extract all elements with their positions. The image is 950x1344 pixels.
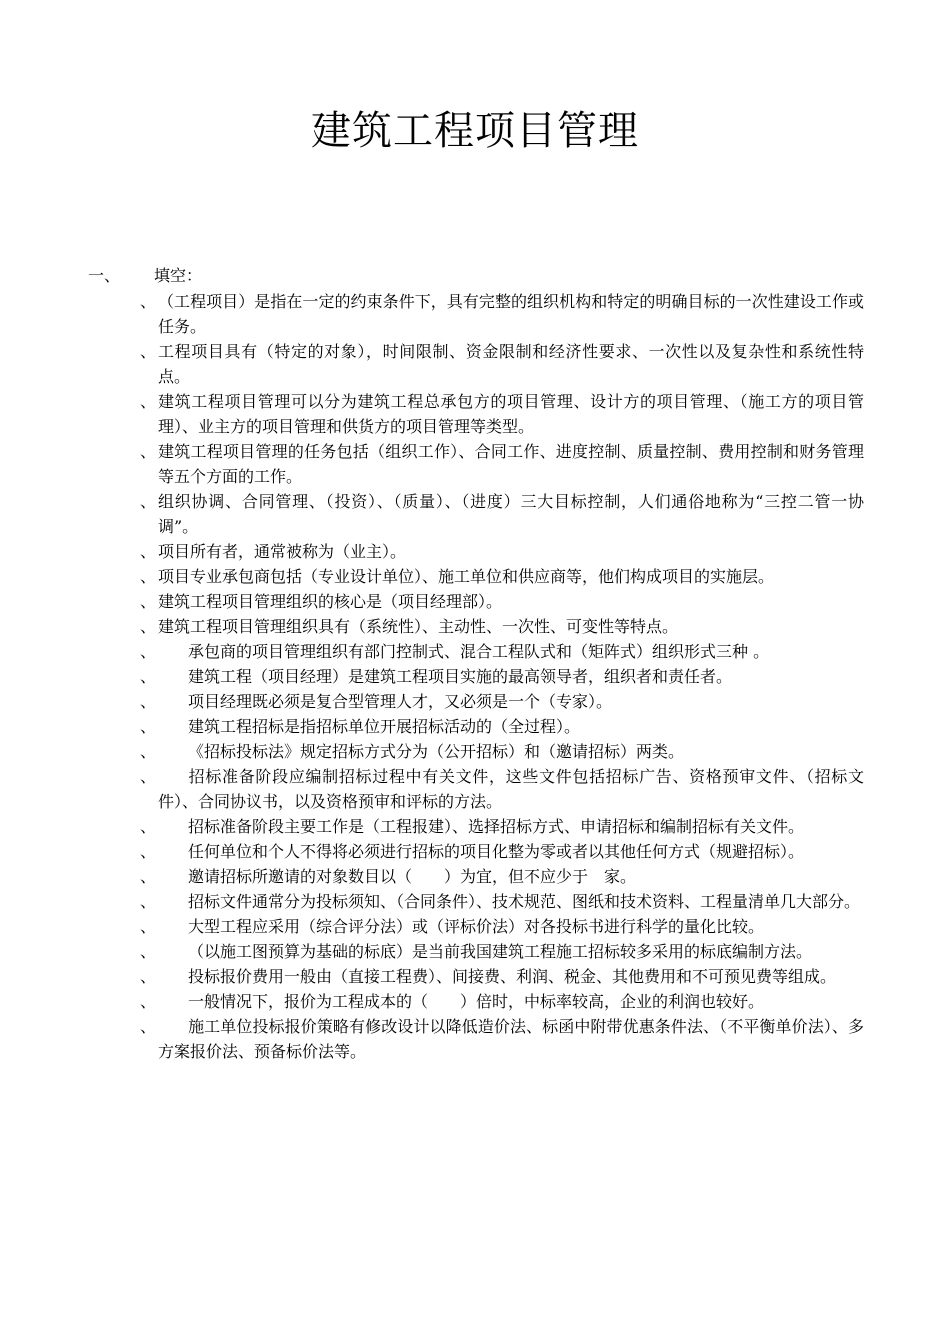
- list-item-text-wrapper: [140, 639, 864, 664]
- list-item: [140, 539, 864, 564]
- list-item-marker: 、: [140, 992, 157, 1011]
- list-item-marker: 、: [140, 842, 157, 861]
- list-item: [140, 589, 864, 614]
- list-item-text: 建筑工程（项目经理）是建筑工程项目实施的最高领导者，组织者和责任者。: [188, 667, 733, 686]
- list-item-text-wrapper: [140, 814, 864, 839]
- list-item-marker: 、: [140, 867, 157, 886]
- list-item-text: 项目经理既必须是复合型管理人才，又必须是一个（专家）。: [188, 692, 613, 711]
- list-item: [140, 889, 864, 914]
- list-item-marker: 、: [140, 717, 157, 736]
- list-item-text-wrapper: [140, 589, 864, 614]
- list-item: [140, 764, 864, 814]
- list-item: [140, 964, 864, 989]
- list-item-text: 施工单位投标报价策略有修改设计以降低造价法、标函中附带优惠条件法、（不平衡单价法）、多方案报价法、预备标价法等。: [158, 1017, 864, 1061]
- list-item-marker: 、: [140, 692, 157, 711]
- list-item-marker: 、: [140, 567, 157, 586]
- list-item-marker: 、: [140, 967, 157, 986]
- list-item-text-wrapper: [140, 714, 864, 739]
- list-item: [140, 489, 864, 539]
- section-number: 一、: [88, 266, 121, 285]
- list-item-text: 项目所有者，通常被称为（业主）。: [158, 542, 407, 561]
- list-item-marker: 、: [140, 817, 157, 836]
- list-item-text: 建筑工程招标是指招标单位开展招标活动的（全过程）。: [188, 717, 581, 736]
- list-item-text: 项目专业承包商包括（专业设计单位）、施工单位和供应商等，他们构成项目的实施层。: [158, 567, 775, 586]
- list-item-text-wrapper: [140, 964, 864, 989]
- list-item-marker: 、: [140, 767, 157, 786]
- list-item: [140, 439, 864, 489]
- list-item-text: 《招标投标法》规定招标方式分为（公开招标）和（邀请招标）两类。: [188, 742, 685, 761]
- list-item: [140, 914, 864, 939]
- list-item-text: 招标准备阶段应编制招标过程中有关文件，这些文件包括招标广告、资格预审文件、（招标文件）、合同协议书，以及资格预审和评标的方法。: [158, 767, 864, 811]
- list-item-marker: 、: [140, 342, 157, 361]
- list-item: [140, 814, 864, 839]
- list-item-marker: 、: [140, 892, 157, 911]
- list-item-text: （工程项目）是指在一定的约束条件下，具有完整的组织机构和特定的明确目标的一次性建设工作或任务。: [158, 292, 864, 336]
- section-heading-text: 填空：: [154, 266, 203, 285]
- list-item-text: 任何单位和个人不得将必须进行招标的项目化整为零或者以其他任何方式（规避招标）。: [188, 842, 805, 861]
- list-item: [140, 289, 864, 339]
- list-item-text-wrapper: [140, 389, 864, 439]
- list-item-text-wrapper: [140, 614, 864, 639]
- list-item: [140, 639, 864, 664]
- list-item-text-wrapper: [140, 889, 864, 914]
- list-item-marker: 、: [140, 667, 157, 686]
- list-item: [140, 714, 864, 739]
- list-item-text: 建筑工程项目管理可以分为建筑工程总承包方的项目管理、设计方的项目管理、（施工方的项目管理）、业主方的项目管理和供货方的项目管理等类型。: [158, 392, 864, 436]
- list-item-text: 大型工程应采用（综合评分法）或（评标价法）对各投标书进行科学的量化比较。: [188, 917, 765, 936]
- list-item: [140, 614, 864, 639]
- list-item-text-wrapper: [140, 564, 864, 589]
- section-heading: [88, 264, 202, 288]
- list-item-marker: 、: [140, 942, 157, 961]
- list-item-text-wrapper: [140, 689, 864, 714]
- list-item-text-wrapper: [140, 289, 864, 339]
- list-item-text: 承包商的项目管理组织有部门控制式、混合工程队式和（矩阵式）组织形式三种 。: [188, 642, 770, 661]
- list-item-text-wrapper: [140, 989, 864, 1014]
- list-item-text-wrapper: [140, 739, 864, 764]
- list-item-text: 建筑工程项目管理组织具有（系统性）、主动性、一次性、可变性等特点。: [158, 617, 679, 636]
- list-item-text: （以施工图预算为基础的标底）是当前我国建筑工程施工招标较多采用的标底编制方法。: [188, 942, 813, 961]
- list-item-marker: 、: [140, 617, 157, 636]
- list-item-text-wrapper: [140, 914, 864, 939]
- list-item: [140, 689, 864, 714]
- list-item-text-wrapper: [140, 839, 864, 864]
- list-item-text-wrapper: [140, 764, 864, 814]
- list-item-marker: 、: [140, 542, 157, 561]
- list-item-text-wrapper: [140, 1014, 864, 1064]
- list-item-text: 组织协调、合同管理、（投资）、（质量）、（进度）三大目标控制，人们通俗地称为“三控二管一协调”。: [158, 492, 864, 536]
- list-item-marker: 、: [140, 492, 157, 511]
- list-item-text: 建筑工程项目管理组织的核心是（项目经理部）。: [158, 592, 503, 611]
- list-item: [140, 339, 864, 389]
- list-item-marker: 、: [140, 917, 157, 936]
- list-item-text: 招标准备阶段主要工作是（工程报建）、选择招标方式、申请招标和编制招标有关文件。: [188, 817, 805, 836]
- list-item-marker: 、: [140, 742, 157, 761]
- list-item-text: 招标文件通常分为投标须知、（合同条件）、技术规范、图纸和技术资料、工程量清单几大部分。: [188, 892, 861, 911]
- list-item-text: 邀请招标所邀请的对象数目以（ ）为宜，但不应少于 家。: [188, 867, 637, 886]
- list-item-marker: 、: [140, 642, 157, 661]
- list-item-text-wrapper: [140, 664, 864, 689]
- list-item-text: 工程项目具有（特定的对象），时间限制、资金限制和经济性要求、一次性以及复杂性和系统性特点。: [158, 342, 864, 386]
- list-item: [140, 739, 864, 764]
- list-item-text: 建筑工程项目管理的任务包括（组织工作）、合同工作、进度控制、质量控制、费用控制和财务管理等五个方面的工作。: [158, 442, 864, 486]
- document-title: 建筑工程项目管理: [311, 108, 639, 154]
- list-item-marker: 、: [140, 392, 157, 411]
- list-item: [140, 839, 864, 864]
- list-item-marker: 、: [140, 1017, 157, 1036]
- list-item-text-wrapper: [140, 539, 864, 564]
- list-item-text-wrapper: [140, 339, 864, 389]
- list-item: [140, 664, 864, 689]
- list-item: [140, 1014, 864, 1064]
- list-item-text: 一般情况下，报价为工程成本的（ ）倍时，中标率较高，企业的利润也较好。: [188, 992, 765, 1011]
- list-item-text-wrapper: [140, 439, 864, 489]
- list-item: [140, 989, 864, 1014]
- list-item-marker: 、: [140, 292, 157, 311]
- list-item: [140, 564, 864, 589]
- list-item-text-wrapper: [140, 489, 864, 539]
- list-item: [140, 939, 864, 964]
- list-item-text: 投标报价费用一般由（直接工程费）、间接费、利润、税金、其他费用和不可预见费等组成。: [188, 967, 837, 986]
- list-item-text-wrapper: [140, 939, 864, 964]
- list-item: [140, 389, 864, 439]
- list-item-text-wrapper: [140, 864, 864, 889]
- fill-in-question-list: [140, 289, 864, 1064]
- list-item-marker: 、: [140, 592, 157, 611]
- list-item: [140, 864, 864, 889]
- list-item-marker: 、: [140, 442, 157, 461]
